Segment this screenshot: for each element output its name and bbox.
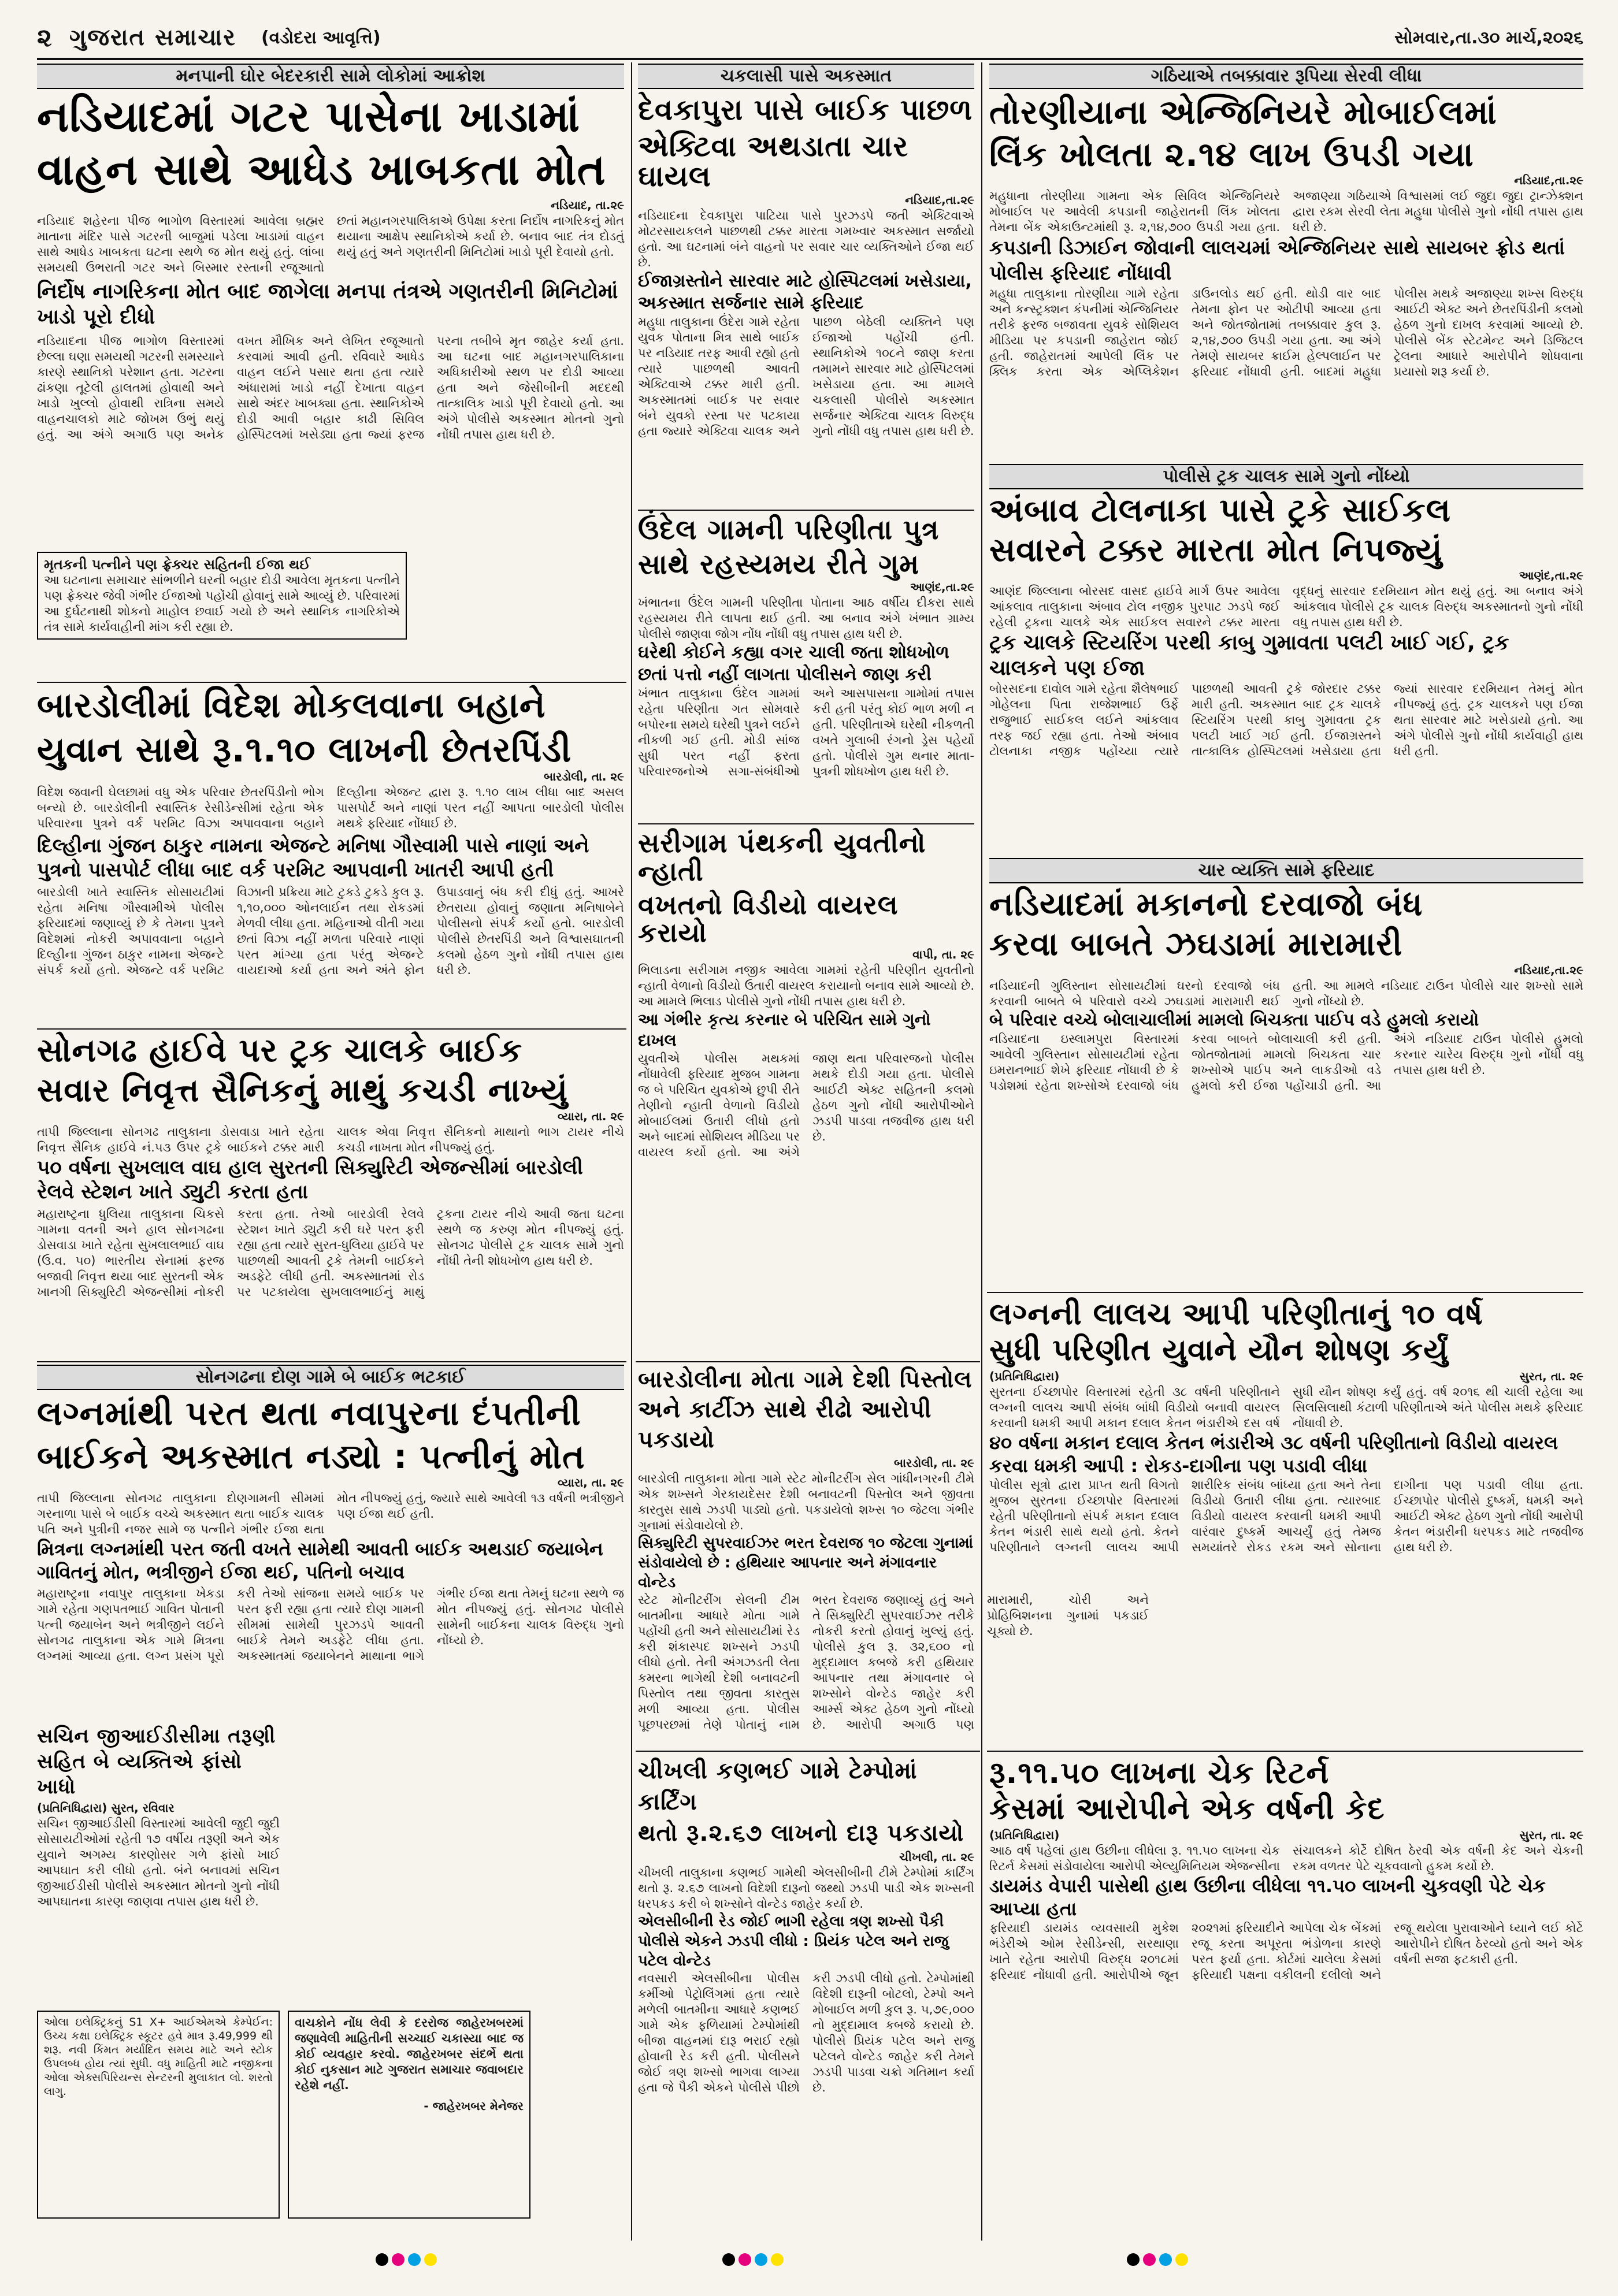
- story-body: નડિયાદના દેવકાપુરા પાટિયા પાસે પુરઝડપે જતી એક્ટિવાએ મોટરસાયકલને પાછળથી ટક્કર મારતા ગમખ્વાર અકસ્માત સર્જાયો હતો. આ ઘટનામાં બંને વાહનો પર સવાર ચાર વ્યક્તિઓને ઈજા થઈ છે.: [638, 208, 974, 269]
- headline: લગ્નમાંથી પરત થતા નવાપુરના દંપતીની: [37, 1394, 581, 1433]
- subheadline: નિર્દોષ નાગરિકના મોત બાદ જાગેલા મનપા તંત્રએ ગણતરીની મિનિટોમાં ખાડો પૂરો દીધો: [37, 280, 618, 329]
- registration-marks: [1127, 2253, 1188, 2266]
- story-body: નડિયાદની ગુલિસ્તાન સોસાયટીમાં ઘરનો દરવાજો બંધ કરવાની બાબતે બે પરિવારો વચ્ચે ઝઘડામાં મારામારી થઈ હતી. આ મામલે નડિયાદ ટાઉન પોલીસે ચાર શખ્સો સામે ગુનો નોંધ્યો છે.: [989, 978, 1583, 1008]
- masthead-logo: ગુજરાત સમાચાર: [69, 24, 236, 51]
- headline: સચિન જીઆઈડીસીમા તરૂણી સહિત બે વ્યક્તિએ ફાંસો ખાધો: [37, 1724, 276, 1799]
- headline: રૂ.૧૧.૫૦ લાખના ચેક રિટર્ન: [989, 1756, 1330, 1790]
- section-rule: [638, 510, 974, 511]
- section-rule: [636, 1751, 980, 1752]
- subheadline: દિલ્હીના ગુંજન ઠાકુર નામના એજન્ટે મનિષા ગૌસ્વામી પાસે નાણાં અને પુત્રનો પાસપોર્ટ લીધા બાદ વર્ક પરમિટ આપવાની ખાતરી આપી હતી: [37, 834, 589, 882]
- headline: સુધી પરિણીત યુવાને યૌન શોષણ કર્યું: [989, 1333, 1449, 1368]
- section-rule: [638, 823, 974, 824]
- story-body: નડિયાદ શહેરના પીજ ભાગોળ વિસ્તારમાં આવેલા બ્રહ્મર માતાના મંદિર પાસે ગટરની બાજુમાં પડેલા ખાડામાં વાહન સાથે આધેડ ખાબકતા ઘટના સ્થળે જ મોત થયું હતું. લાંબા સમયથી ઉભરાતી ગટર અને બિસ્માર રસ્તાની રજૂઆતો છતાં મહાનગરપાલિકાએ ઉપેક્ષા કરતા નિર્દોષ નાગરિકનું મોત થયાના આક્ષેપ સ્થાનિકોએ કર્યા છે. બનાવ બાદ તંત્ર દોડતું થયું હતું અને ગણતરીની મિનિટોમાં ખાડો પૂરી દેવાયો હતો.: [37, 214, 624, 275]
- story-kicker: ગઠિયાએ તબક્કાવાર રૂપિયા સેરવી લીધા: [989, 64, 1583, 89]
- story-body: બોરસદના દાવોલ ગામે રહેતા શૈલેષભાઈ ગોહેલના પિતા રાજેશભાઈ ઉર્ફે રાજુભાઈ સાઈકલ લઈને આંકલાવ તરફ જઈ રહ્યા હતા. તેઓ અંબાવ ટોલનાકા નજીક પહોંચ્યા ત્યારે પાછળથી આવતી ટ્રકે જોરદાર ટક્કર મારી હતી. અકસ્માત બાદ ટ્રક ચાલકે સ્ટિયરિંગ પરથી કાબુ ગુમાવતા ટ્રક પલટી ખાઈ ગઈ હતી. ઈજાગ્રસ્તને તાત્કાલિક હોસ્પિટલમાં ખસેડાયા હતા જ્યાં સારવાર દરમિયાન તેમનું મોત નીપજ્યું હતું. ટ્રક ચાલકને પણ ઈજા થતા સારવાર માટે ખસેડાયો હતો. આ અંગે પોલીસે ગુનો નોંધી કાર્યવાહી હાથ ધરી હતી.: [989, 682, 1583, 759]
- dateline: સુરત, તા. ૨૯: [1519, 1369, 1583, 1383]
- story-body: ભિલાડના સરીગામ નજીક આવેલા ગામમાં રહેતી પરિણીત યુવતીનો ન્હાતી વેળાનો વિડીયો ઉતારી વાયરલ કરાયાનો બનાવ સામે આવ્યો છે. આ મામલે ભિલાડ પોલીસે ગુનો નોંધી તપાસ હાથ ધરી છે.: [638, 963, 974, 1009]
- page-header: [37, 23, 1583, 57]
- headline: સરીગામ પંથકની યુવતીનો ન્હાતી: [638, 827, 926, 887]
- story-chaklasi-accident: [638, 64, 974, 1358]
- story-body: પોલીસ સૂત્રો દ્વારા પ્રાપ્ત થતી વિગતો મુજબ સુરતના ઈચ્છાપોર વિસ્તારમાં રહેતી પરિણીતાનો સંપર્ક મકાન દલાલ કેતન ભંડારી સાથે થયો હતો. કેતને પરિણીતાને લગ્નની લાલચ આપી શારીરિક સંબંધ બાંધ્યા હતા અને તેના વિડીયો ઉતારી લીધા હતા. ત્યારબાદ વિડીયો વાયરલ કરવાની ધમકી આપી વારંવાર દુષ્કર્મ આચર્યું હતું તેમજ સમયાંતરે રોકડ રકમ અને સોનાના દાગીના પણ પડાવી લીધા હતા. ઈચ્છાપોર પોલીસે દુષ્કર્મ, ધમકી અને આઈટી એક્ટ હેઠળ ગુનો નોંધી આરોપી કેતન ભંડારીની ધરપકડ માટે તજવીજ હાથ ધરી છે.: [989, 1478, 1583, 1554]
- headline: વખતનો વિડીયો વાયરલ કરાયો: [638, 889, 899, 949]
- column-divider: [631, 62, 632, 2241]
- subheadline: આ ગંભીર કૃત્ય કરનાર બે પરિચિત સામે ગુનો દાખલ: [638, 1010, 931, 1050]
- headline: બાઈકને અકસ્માત નડ્યો : પત્નીનું મોત: [37, 1436, 585, 1476]
- dateline: બારડોલી, તા. ૨૯: [894, 1456, 974, 1470]
- story-body: મહુધાના તોરણીયા ગામના એક સિવિલ એન્જિનિયરે મોબાઈલ પર આવેલી કપડાની જાહેરાતની લિંક ખોલતા તેમના બેંક એકાઉન્ટમાંથી રૂ. ૨,૧૪,૭૦૦ ઉપડી ગયા હતા. અજાણ્યા ગઠિયાએ વિશ્વાસમાં લઈ જુદા જુદા ટ્રાન્ઝેક્શન દ્વારા રકમ સેરવી લેતા મહુધા પોલીસે ગુનો નોંધી તપાસ હાથ ધરી છે.: [989, 188, 1583, 234]
- story-songadh-truck: [37, 1034, 624, 1358]
- registration-marks: [376, 2253, 437, 2266]
- story-body: બારડોલી તાલુકાના મોતા ગામે સ્ટેટ મોનીટરીંગ સેલ ગાંધીનગરની ટીમે એક શખ્સને ગેરકાયદેસર દેશી બનાવટની પિસ્તોલ અને જીવતા કારતુસ સાથે ઝડપી પાડ્યો હતો. પકડાયેલો શખ્સ ૧૦ જેટલા ગંભીર ગુનામાં સંડોવાયેલો છે.: [638, 1472, 974, 1532]
- headline: સવારને ટક્કર મારતા મોત નિપજ્યું: [989, 531, 1443, 569]
- story-kicker: મનપાની ઘોર બેદરકારી સામે લોકોમાં આક્રોશ: [37, 64, 624, 89]
- story-kicker: ચકલાસી પાસે અકસ્માત: [638, 64, 974, 89]
- story-body: વિદેશ જવાની ઘેલછામાં વધુ એક પરિવાર છેતરપિંડીનો ભોગ બન્યો છે. બારડોલીની સ્વાસ્તિક રેસીડેન્સીમાં રહેતા એક પરિવારના પુત્રને વર્ક પરમિટ વિઝા અપાવવાના બહાને દિલ્હીના એજન્ટ દ્વારા રૂ. ૧.૧૦ લાખ લીધા બાદ અસલ પાસપોર્ટ અને નાણાં પરત નહીં આપતા બારડોલી પોલીસ મથકે ફરિયાદ નોંધાઈ છે.: [37, 785, 624, 830]
- headline: અને કાર્ટીઝ સાથે રીઢો આરોપી પકડાયો: [638, 1396, 932, 1453]
- dateline: વ્યારા, તા. ૨૯: [557, 1109, 624, 1123]
- story-cheque-return: [989, 1755, 1583, 2217]
- headline: બારડોલીના મોતા ગામે દેશી પિસ્તોલ: [638, 1366, 973, 1393]
- headline: યુવાન સાથે રૂ.૧.૧૦ લાખની છેતરપિંડી: [37, 730, 572, 770]
- story-nadiad-gutter: [37, 64, 624, 676]
- story-kicker: ચાર વ્યક્તિ સામે ફરિયાદ: [989, 858, 1583, 883]
- dateline: (પ્રતિનિધિદ્વારા) સુરત, રવિવાર: [37, 1800, 175, 1815]
- subheadline: ૪૦ વર્ષના મકાન દલાલ કેતન ભંડારીએ ૩૮ વર્ષની પરિણીતાનો વિડીયો વાયરલ કરવા ધમકી આપી : રોકડ-દાગીના પણ પડાવી લીધા: [989, 1432, 1558, 1477]
- story-body: તાપી જિલ્લાના સોનગઢ તાલુકાના ડોસવાડા ખાતે રહેતા નિવૃત્ત સૈનિક હાઈવે નં.૫૩ ઉપર ટ્રકે બાઈકને ટક્કર મારી ચાલક એવા નિવૃત્ત સૈનિકનો માથાનો ભાગ ટાયર નીચે કચડી નાખતા મોત નીપજ્યું હતું.: [37, 1124, 624, 1154]
- story-body: નડિયાદના ઇસ્લામપુરા વિસ્તારમાં આવેલી ગુલિસ્તાન સોસાયટીમાં રહેતા ઇમરાનભાઈ શેખે ફરિયાદ નોંધાવી છે કે પડોશમાં રહેતા શખ્સોએ દરવાજો બંધ કરવા બાબતે બોલાચાલી કરી હતી. જોતજોતામાં મામલો બિચકતા ચાર શખ્સોએ પાઈપ અને લાકડીઓ વડે હુમલો કરી ઈજા પહોંચાડી હતી. આ અંગે નડિયાદ ટાઉન પોલીસે હુમલો કરનાર ચારેય વિરુદ્ધ ગુનો નોંધી વધુ તપાસ હાથ ધરી છે.: [989, 1031, 1583, 1093]
- story-chikhli-liquor: [638, 1755, 974, 2217]
- subheadline: ટ્રક ચાલકે સ્ટિયરિંગ પરથી કાબુ ગુમાવતા પલટી ખાઈ ગઈ, ટ્રક ચાલકને પણ ઈજા: [989, 631, 1509, 681]
- notice-signoff: - જાહેરખબર મેનેજર: [424, 2099, 524, 2113]
- headline: બારડોલીમાં વિદેશ મોકલવાના બહાને: [37, 685, 546, 726]
- source-tag: (પ્રતિનિધિદ્વારા): [989, 1369, 1060, 1383]
- story-body: સુરતના ઈચ્છાપોર વિસ્તારમાં રહેતી ૩૮ વર્ષની પરિણીતાને લગ્નની લાલચ આપી સંબંધ બાંધી વિડીયો બનાવી વાયરલ કરવાની ધમકી આપી મકાન દલાલ કેતન ભંડારીએ દસ વર્ષ સુધી યૌન શોષણ કર્યું હતું. વર્ષ ૨૦૧૬ થી ચાલી રહેલા આ સિલસિલાથી કંટાળી પરિણીતાએ અંતે પોલીસ મથકે ફરિયાદ નોંધાવી છે.: [989, 1385, 1583, 1430]
- headline: કેસમાં આરોપીને એક વર્ષની કેદ: [989, 1792, 1385, 1826]
- story-navapur-couple: [37, 1365, 624, 2000]
- story-body: નવસારી એલસીબીના પોલીસ કર્મીઓ પેટ્રોલિંગમાં હતા ત્યારે મળેલી બાતમીના આધારે કણભઈ ગામે એક ફળિયામાં ટેમ્પોમાંથી બીજા વાહનમાં દારૂ ભરાઈ રહ્યો હોવાની રેડ કરી હતી. પોલીસને જોઈ ત્રણ શખ્સો ભાગવા લાગ્યા હતા જે પૈકી એકને પોલીસે પીછો કરી ઝડપી લીધો હતો. ટેમ્પોમાંથી વિદેશી દારૂની બોટલો, ટેમ્પો અને મોબાઈલ મળી કુલ રૂ. ૫,૭૯,૦૦૦ નો મુદ્દામાલ કબજે કરાયો છે. પોલીસે પ્રિયંક પટેલ અને રાજુ પટેલને વોન્ટેડ જાહેર કરી તેમને ઝડપી પાડવા ચક્રો ગતિમાન કર્યા છે.: [638, 1971, 974, 2094]
- story-body: સ્ટેટ મોનીટરીંગ સેલની ટીમ બાતમીના આધારે મોતા ગામે પહોંચી હતી અને સોસાયટીમાં રેડ કરી શંકાસ્પદ શખ્સને ઝડપી લીધો હતો. તેની અંગઝડતી લેતા કમરના ભાગેથી દેશી બનાવટની પિસ્તોલ તથા જીવતા કારતુસ મળી આવ્યા હતા. પોલીસ પૂછપરછમાં તેણે પોતાનું નામ ભરત દેવરાજ જણાવ્યું હતું અને તે સિક્યુરિટી સુપરવાઈઝર તરીકે નોકરી કરતો હોવાનું ખુલ્યું હતું. પોલીસે કુલ રૂ. ૩૨,૬૦૦ નો મુદ્દામાલ કબજે કરી હથિયાર આપનાર તથા મંગાવનાર બે શખ્સોને વોન્ટેડ જાહેર કરી આર્મ્સ એક્ટ હેઠળ ગુનો નોંધ્યો છે. આરોપી અગાઉ પણ મારામારી, ચોરી અને પ્રોહિબિશનના ગુનામાં પકડાઈ ચૂક્યો છે.: [638, 1593, 1149, 1732]
- headline: ઉંદેલ ગામની પરિણીતા પુત્ર: [638, 513, 940, 546]
- headline: દેવકાપુરા પાસે બાઈક પાછળ: [638, 93, 973, 127]
- headline: ચીખલી કણભઈ ગામે ટેમ્પોમાં કાર્ટિંગ: [638, 1758, 918, 1815]
- header-rule: [37, 58, 1583, 60]
- registration-marks: [722, 2253, 784, 2266]
- subheadline: સિક્યુરિટી સુપરવાઈઝર ભરત દેવરાજ ૧૦ જેટલા ગુનામાં સંડોવાયેલો છે : હથિયાર આપનાર અને મંગાવનાર વોન્ટેડ: [638, 1535, 974, 1591]
- section-rule: [987, 1751, 1583, 1752]
- edition-label: (વડોદરા આવૃત્તિ): [261, 28, 381, 48]
- headline: નડિયાદમાં મકાનનો દરવાજો બંધ: [989, 886, 1423, 924]
- subheadline: એલસીબીની રેડ જોઈ ભાગી રહેલા ત્રણ શખ્સો પૈકી પોલીસે એકને ઝડપી લીધો : પ્રિયંક પટેલ અને રાજુ પટેલ વોન્ટેડ: [638, 1913, 949, 1970]
- story-body: તાપી જિલ્લાના સોનગઢ તાલુકાના દોણગામની સીમમાં ગરનાળા પાસે બે બાઈક વચ્ચે અકસ્માત થતા બાઈક ચાલક પતિ અને પુત્રીની નજર સામે જ પત્નીને ગંભીર ઈજા થતા મોત નીપજ્યું હતું, જ્યારે સાથે આવેલી ૧૩ વર્ષની ભત્રીજીને પણ ઈજા થઈ હતી.: [37, 1491, 624, 1536]
- subheadline: ૫૦ વર્ષના સુખલાલ વાઘ હાલ સુરતની સિક્યુરિટી એજન્સીમાં બારડોલી રેલવે સ્ટેશન ખાતે ડ્યુટી કરતા હતા: [37, 1156, 583, 1203]
- section-rule: [37, 1361, 626, 1362]
- story-body: બારડોલી ખાતે સ્વાસ્તિક સોસાયટીમાં રહેતા મનિષા ગૌસ્વામીએ પોલીસ ફરિયાદમાં જણાવ્યું છે કે તેમના પુત્રને વિદેશમાં નોકરી અપાવવાના બહાને દિલ્હીના ગુંજન ઠાકુર નામના એજન્ટે સંપર્ક કર્યો હતો. એજન્ટે વર્ક પરમિટ વિઝાની પ્રક્રિયા માટે ટુકડે ટુકડે કુલ રૂ. ૧,૧૦,૦૦૦ ઓનલાઈન તથા રોકડમાં મેળવી લીધા હતા. મહિનાઓ વીતી ગયા છતાં વિઝા નહીં મળતા પરિવારે નાણાં પરત માંગ્યા હતા પરંતુ એજન્ટે વાયદાઓ કર્યા હતા અને અંતે ફોન ઉપાડવાનું બંધ કરી દીધું હતું. આખરે છેતરાયા હોવાનું જણાતા મનિષાબેને પોલીસનો સંપર્ક કર્યો હતો. બારડોલી પોલીસે છેતરપિંડી અને વિશ્વાસઘાતની કલમો હેઠળ ગુનો નોંધી તપાસ હાથ ધરી છે.: [37, 885, 624, 977]
- story-body: મહુધા તાલુકાના તોરણીયા ગામે રહેતા અને કન્સ્ટ્રક્શન કંપનીમાં એન્જિનિયર તરીકે ફરજ બજાવતા યુવકે સોશિયલ મીડિયા પર કપડાની જાહેરાત જોઈ હતી. જાહેરાતમાં આપેલી લિંક પર ક્લિક કરતા એક એપ્લિકેશન ડાઉનલોડ થઈ હતી. થોડી વાર બાદ તેમના ફોન પર ઓટીપી આવ્યા હતા અને જોતજોતામાં તબક્કાવાર કુલ રૂ. ૨,૧૪,૭૦૦ ઉપડી ગયા હતા. આ અંગે તેમણે સાયબર ક્રાઈમ હેલ્પલાઈન પર ફરિયાદ નોંધાવી હતી. બાદમાં મહુધા પોલીસ મથકે અજાણ્યા શખ્સ વિરુદ્ધ આઈટી એક્ટ અને છેતરપિંડીની કલમો હેઠળ ગુનો દાખલ કરવામાં આવ્યો છે. પોલીસે બેંક સ્ટેટમેન્ટ અને ડિજિટલ ટ્રેલના આધારે આરોપીને શોધવાના પ્રયાસો શરૂ કર્યા છે.: [989, 286, 1583, 378]
- headline: સાથે રહસ્યમય રીતે ગુમ: [638, 548, 920, 581]
- headline: સોનગઢ હાઈવે પર ટ્રક ચાલકે બાઈક: [37, 1032, 523, 1069]
- subheadline: ઘરેથી કોઈને કહ્યા વગર ચાલી જતા શોધખોળ છતાં પત્તો નહીં લાગતા પોલીસને જાણ કરી: [638, 642, 949, 685]
- story-kicker: સોનગઢના દોણ ગામે બે બાઈક ભટકાઈ: [37, 1365, 624, 1390]
- advertisement: [37, 2011, 280, 2219]
- story-body: મહુધા તાલુકાના ઉંદેરા ગામે રહેતા યુવક પોતાના મિત્ર સાથે બાઈક પર નડિયાદ તરફ આવી રહ્યો હતો ત્યારે પાછળથી આવતી એક્ટિવાએ ટક્કર મારી હતી. અકસ્માતમાં બાઈક પર સવાર બંને યુવકો રસ્તા પર પટકાયા હતા જ્યારે એક્ટિવા ચાલક અને પાછળ બેઠેલી વ્યક્તિને પણ ઈજાઓ પહોંચી હતી. સ્થાનિકોએ ૧૦૮ને જાણ કરતા તમામને સારવાર માટે હોસ્પિટલમાં ખસેડાયા હતા. આ મામલે ચકલાસી પોલીસે અકસ્માત સર્જનાર એક્ટિવા ચાલક વિરુદ્ધ ગુનો નોંધી વધુ તપાસ હાથ ધરી છે.: [638, 314, 974, 438]
- story-body: નડિયાદના પીજ ભાગોળ વિસ્તારમાં છેલ્લા ઘણા સમયથી ગટરની સમસ્યાને કારણે સ્થાનિકો પરેશાન હતા. ગટરના ઢાંકણા તૂટેલી હાલતમાં હોવાથી અને ખાડો ખુલ્લો હોવાથી રાત્રિના સમયે વાહનચાલકો માટે જોખમ ઉભું થયું હતું. આ અંગે અગાઉ પણ અનેક વખત મૌખિક અને લેખિત રજૂઆતો કરવામાં આવી હતી. રવિવારે આધેડ વાહન લઈને પસાર થતા હતા ત્યારે અંધારામાં ખાડો નહીં દેખાતા વાહન સાથે અંદર ખાબક્યા હતા. સ્થાનિકોએ દોડી આવી બહાર કાઢી સિવિલ હોસ્પિટલમાં ખસેડ્યા હતા જ્યાં ફરજ પરના તબીબે મૃત જાહેર કર્યા હતા. આ ઘટના બાદ મહાનગરપાલિકાના અધિકારીઓ સ્થળ પર દોડી આવ્યા હતા અને જેસીબીની મદદથી તાત્કાલિક ખાડો પૂરી દેવાયો હતો. આ અંગે પોલીસે અકસ્માત મોતનો ગુનો નોંધી તપાસ હાથ ધરી છે.: [37, 334, 624, 442]
- dateline: આણંદ,તા.૨૯: [910, 580, 974, 595]
- issue-date: સોમવાર,તા.૩૦ માર્ચ,૨૦૨૬: [1394, 28, 1583, 48]
- story-body: આઠ વર્ષ પહેલાં હાથ ઉછીના લીધેલા રૂ. ૧૧.૫૦ લાખના ચેક રિટર્ન કેસમાં સંડોવાયેલા આરોપી એલ્યુમિનિયમ એજન્સીના સંચાલકને કોર્ટે દોષિત ઠેરવી એક વર્ષની કેદ અને ચેકની રકમ વળતર પેટે ચૂકવવાનો હુકમ કર્યો છે.: [989, 1844, 1583, 1873]
- headline: એક્ટિવા અથડાતા ચાર ઘાયલ: [638, 129, 909, 193]
- story-body: ચીખલી તાલુકાના કણભઈ ગામેથી એલસીબીની ટીમે ટેમ્પોમાં કાર્ટિંગ થતો રૂ. ૨.૬૭ લાખનો વિદેશી દારૂનો જથ્થો ઝડપી પાડી એક શખ્સની ધરપકડ કરી બે શખ્સોને વોન્ટેડ જાહેર કર્યા છે.: [638, 1866, 974, 1911]
- section-rule: [987, 1292, 1583, 1293]
- story-kicker: પોલીસે ટ્રક ચાલક સામે ગુનો નોંધ્યો: [989, 464, 1583, 489]
- story-bardoli-visa-fraud: [37, 685, 624, 1023]
- box-body: આ ઘટનાના સમાચાર સાંભળીને ઘરની બહાર દોડી આવેલા મૃતકના પત્નીને પણ ફ્રેક્ચર જેવી ગંભીર ઈજાઓ પહોંચી હોવાનું સામે આવ્યું છે. પરિવારમાં આ દુર્ઘટનાથી શોકનો માહોલ છવાઈ ગયો છે અને સ્થાનિક નાગરિકોએ તંત્ર સામે કાર્યવાહીની માંગ કરી રહ્યા છે.: [44, 573, 400, 634]
- subheadline: ડાયમંડ વેપારી પાસેથી હાથ ઉછીના લીધેલા ૧૧.૫૦ લાખની ચુકવણી પેટે ચેક આપ્યા હતા: [989, 1875, 1546, 1920]
- subheadline: ઈજાગ્રસ્તોને સારવાર માટે હોસ્પિટલમાં ખસેડાયા, અકસ્માત સર્જનાર સામે ફરિયાદ: [638, 270, 972, 313]
- headline: તોરણીયાના એન્જિનિયરે મોબાઈલમાં: [989, 92, 1497, 132]
- story-body: સચિન જીઆઈડીસી વિસ્તારમાં આવેલી જુદી જુદી સોસાયટીઓમાં રહેતી ૧૭ વર્ષીય તરૂણી અને એક યુવાને અગમ્ય કારણોસર ગળે ફાંસો ખાઈ આપઘાત કરી લીધો હતો. બંને બનાવમાં સચિન જીઆઈડીસી પોલીસે અકસ્માત મોતનો ગુનો નોંધી આપઘાતના કારણ જાણવા તપાસ હાથ ધરી છે.: [37, 1816, 280, 1908]
- ad-text: ઓલા ઇલેક્ટ્રિકનું S1 X+ આઈએમએ કેમ્પેઈન: ઉચ્ચ કક્ષા ઇલેક્ટ્રિક સ્કૂટર હવે માત્ર રૂ.49,999 થી શરૂ. નવી કિંમત મર્યાદિત સમય માટે અને સ્ટોક ઉપલબ્ધ હોય ત્યાં સુધી. વધુ માહિતી માટે નજીકના ઓલા એક્સપિરિયન્સ સેન્ટરની મુલાકાત લો. શરતો લાગુ.: [44, 2016, 273, 2098]
- headline: થતો રૂ.૨.૬૭ લાખનો દારૂ પકડાયો: [638, 1820, 964, 1847]
- box-title: મૃતકની પત્નીને પણ ફ્રેક્ચર સહિતની ઈજા થઈ: [44, 556, 310, 573]
- story-body: યુવતીએ પોલીસ મથકમાં નોંધાવેલી ફરિયાદ મુજબ ગામના જ બે પરિચિત યુવકોએ છુપી રીતે તેણીનો ન્હાતી વેળાનો વિડીયો મોબાઈલમાં ઉતારી લીધો હતો અને બાદમાં સોશિયલ મીડિયા પર વાયરલ કર્યો હતો. આ અંગે જાણ થતા પરિવારજનો પોલીસ મથકે દોડી ગયા હતા. પોલીસે આઈટી એક્ટ સહિતની કલમો હેઠળ ગુનો નોંધી આરોપીઓને ઝડપી પાડવા તજવીજ હાથ ધરી છે.: [638, 1052, 974, 1160]
- story-ichchhapor-case: [989, 1296, 1583, 1747]
- dateline: સુરત, તા. ૨૯: [1519, 1828, 1583, 1842]
- info-box: [37, 552, 407, 640]
- subheadline: બે પરિવાર વચ્ચે બોલાચાલીમાં મામલો બિચક્તા પાઈપ વડે હુમલો કરાયો: [989, 1009, 1479, 1030]
- headline: અંબાવ ટોલનાકા પાસે ટ્રકે સાઈકલ: [989, 491, 1452, 529]
- section-rule: [37, 1028, 626, 1030]
- dateline: નડિયાદ, તા.૨૯: [551, 198, 624, 213]
- dateline: નડિયાદ,તા.૨૯: [1514, 963, 1583, 977]
- section-rule: [37, 682, 626, 683]
- story-body: ખંભાત તાલુકાના ઉંદેલ ગામમાં રહેતા પરિણીતા ગત સોમવારે બપોરના સમયે ઘરેથી પુત્રને લઈને નીકળી ગઈ હતી. મોડી સાંજ સુધી પરત નહીં ફરતા પરિવારજનોએ સગા-સંબંધીઓ અને આસપાસના ગામોમાં તપાસ કરી હતી પરંતુ કોઈ ભાળ મળી ન હતી. પરિણીતાએ ઘરેથી નીકળતી વખતે ગુલાબી રંગનો ડ્રેસ પહેર્યો હતો. પોલીસે ગુમ થનાર માતા-પુત્રની શોધખોળ હાથ ધરી છે.: [638, 686, 974, 779]
- section-rule: [636, 1361, 980, 1362]
- source-tag: (પ્રતિનિધિદ્વારા): [989, 1828, 1060, 1842]
- dateline: વાપી, તા. ૨૯: [912, 948, 974, 962]
- page-number: ૨: [37, 23, 52, 53]
- story-body: ફરિયાદી ડાયમંડ વ્યવસાયી મુકેશ ભંડેરીએ ઓમ રેસીડેન્સી, સરથાણા ખાતે રહેતા આરોપી વિરુદ્ધ ૨૦૧૮માં ફરિયાદ નોંધાવી હતી. આરોપીએ જૂન ૨૦૨૧માં ફરિયાદીને આપેલા ચેક બેંકમાં રજૂ કરતા અપૂરતા ભંડોળના કારણે પરત ફર્યા હતા. કોર્ટમાં ચાલેલા કેસમાં ફરિયાદી પક્ષના વકીલની દલીલો અને રજૂ થયેલા પુરાવાઓને ધ્યાને લઈ કોર્ટે આરોપીને દોષિત ઠેરવ્યો હતો અને એક વર્ષની સજા ફટકારી હતી.: [989, 1921, 1583, 1982]
- headline: કરવા બાબતે ઝઘડામાં મારામારી: [989, 926, 1403, 964]
- dateline: આણંદ,તા.૨૯: [1519, 569, 1583, 583]
- dateline: નડિયાદ,તા.૨૯: [905, 192, 974, 207]
- subheadline: મિત્રના લગ્નમાંથી પરત જતી વખતે સામેથી આવતી બાઈક અથડાઈ જયાબેન ગાવિતનું મોત, ભત્રીજીને ઈજા થઈ, પતિનો બચાવ: [37, 1537, 603, 1583]
- story-body: ખંભાતના ઉંદેલ ગામની પરિણીતા પોતાના આઠ વર્ષીય દીકરા સાથે રહસ્યમય રીતે લાપતા થઈ હતી. આ બનાવ અંગે ખંભાત ગ્રામ્ય પોલીસે જાણવા જોગ નોંધ નોંધી વધુ તપાસ હાથ ધરી છે.: [638, 596, 974, 641]
- story-body: આણંદ જિલ્લાના બોરસદ વાસદ હાઈવે માર્ગ ઉપર આવેલા આંકલાવ તાલુકાના અંબાવ ટોલ નજીક પુરપાટ ઝડપે જઈ રહેલી ટ્રકના ચાલકે એક સાઈકલ સવારને ટક્કર મારતા વૃદ્ધનું સારવાર દરમિયાન મોત થયું હતું. આ બનાવ અંગે આંકલાવ પોલીસે ટ્રક ચાલક વિરુદ્ધ અકસ્માતનો ગુનો નોંધી વધુ તપાસ હાથ ધરી છે.: [989, 584, 1583, 630]
- headline: વાહન સાથે આધેડ ખાબકતા મોત: [37, 144, 606, 195]
- dateline: નડિયાદ,તા.૨૯: [1514, 173, 1583, 187]
- headline: લિંક ખોલતા ૨.૧૪ લાખ ઉપડી ગયા: [989, 134, 1474, 174]
- column-divider: [981, 62, 982, 2241]
- notice-text: વાચકોને નોંધ લેવી કે દરરોજ જાહેરખબરમાં જણાવેલી માહિતીની સચ્ચાઈ ચકાસ્યા બાદ જ કોઈ વ્યવહાર કરવો. જાહેરખબર સંદર્ભે થતા કોઈ નુકસાન માટે ગુજરાત સમાચાર જવાબદાર રહેશે નહીં.: [295, 2016, 524, 2092]
- headline: લગ્નની લાલચ આપી પરિણીતાનું ૧૦ વર્ષ: [989, 1297, 1483, 1332]
- headline: સવાર નિવૃત્ત સૈનિકનું માથું કચડી નાખ્યું: [37, 1071, 569, 1109]
- headline: નડિયાદમાં ગટર પાસેના ખાડામાં: [37, 92, 581, 142]
- story-body: મહારાષ્ટ્રના ધુલિયા તાલુકાના ચિકસે ગામના વતની અને હાલ સોનગઢના ડોસવાડા ખાતે રહેતા સુખલાલભાઈ વાઘ (ઉ.વ. ૫૦) ભારતીય સેનામાં ફરજ બજાવી નિવૃત્ત થયા બાદ સુરતની એક ખાનગી સિક્યુરિટી એજન્સીમાં નોકરી કરતા હતા. તેઓ બારડોલી રેલવે સ્ટેશન ખાતે ડ્યુટી કરી ઘરે પરત ફરી રહ્યા હતા ત્યારે સુરત-ધુલિયા હાઈવે પર પાછળથી આવતી ટ્રકે તેમની બાઈકને અડફેટે લીધી હતી. અકસ્માતમાં રોડ પર પટકાયેલા સુખલાલભાઈનું માથું ટ્રકના ટાયર નીચે આવી જતા ઘટના સ્થળે જ કરુણ મોત નીપજ્યું હતું. સોનગઢ પોલીસે ટ્રક ચાલક સામે ગુનો નોંધી તેની શોધખોળ હાથ ધરી છે.: [37, 1206, 624, 1299]
- story-toraniya-cyber-fraud: [989, 64, 1583, 1288]
- story-body: મહારાષ્ટ્રના નવાપુર તાલુકાના ખેકડા ગામે રહેતા ગણપતભાઈ ગાવિત પોતાની પત્ની જયાબેન અને ભત્રીજીને લઈને સોનગઢ તાલુકાના એક ગામે મિત્રના લગ્નમાં આવ્યા હતા. લગ્ન પ્રસંગ પૂરો કરી તેઓ સાંજના સમયે બાઈક પર પરત ફરી રહ્યા હતા ત્યારે દોણ ગામની સીમમાં સામેથી પુરઝડપે આવતી બાઈકે તેમને અડફેટે લીધા હતા. અકસ્માતમાં જયાબેનને માથાના ભાગે ગંભીર ઈજા થતા તેમનું ઘટના સ્થળે જ મોત નીપજ્યું હતું. સોનગઢ પોલીસે સામેની બાઈકના ચાલક વિરુદ્ધ ગુનો નોંધ્યો છે.: [37, 1586, 624, 1663]
- dateline: બારડોલી, તા. ૨૯: [544, 770, 624, 783]
- dateline: વ્યારા, તા. ૨૯: [557, 1475, 624, 1489]
- notice-box: [288, 2011, 530, 2219]
- dateline: ચીખલી, તા. ૨૯: [899, 1850, 974, 1864]
- subheadline: કપડાની ડિઝાઈન જોવાની લાલચમાં એન્જિનિયર સાથે સાયબર ફ્રોડ થતાં પોલીસ ફરિયાદ નોંધાવી: [989, 236, 1565, 285]
